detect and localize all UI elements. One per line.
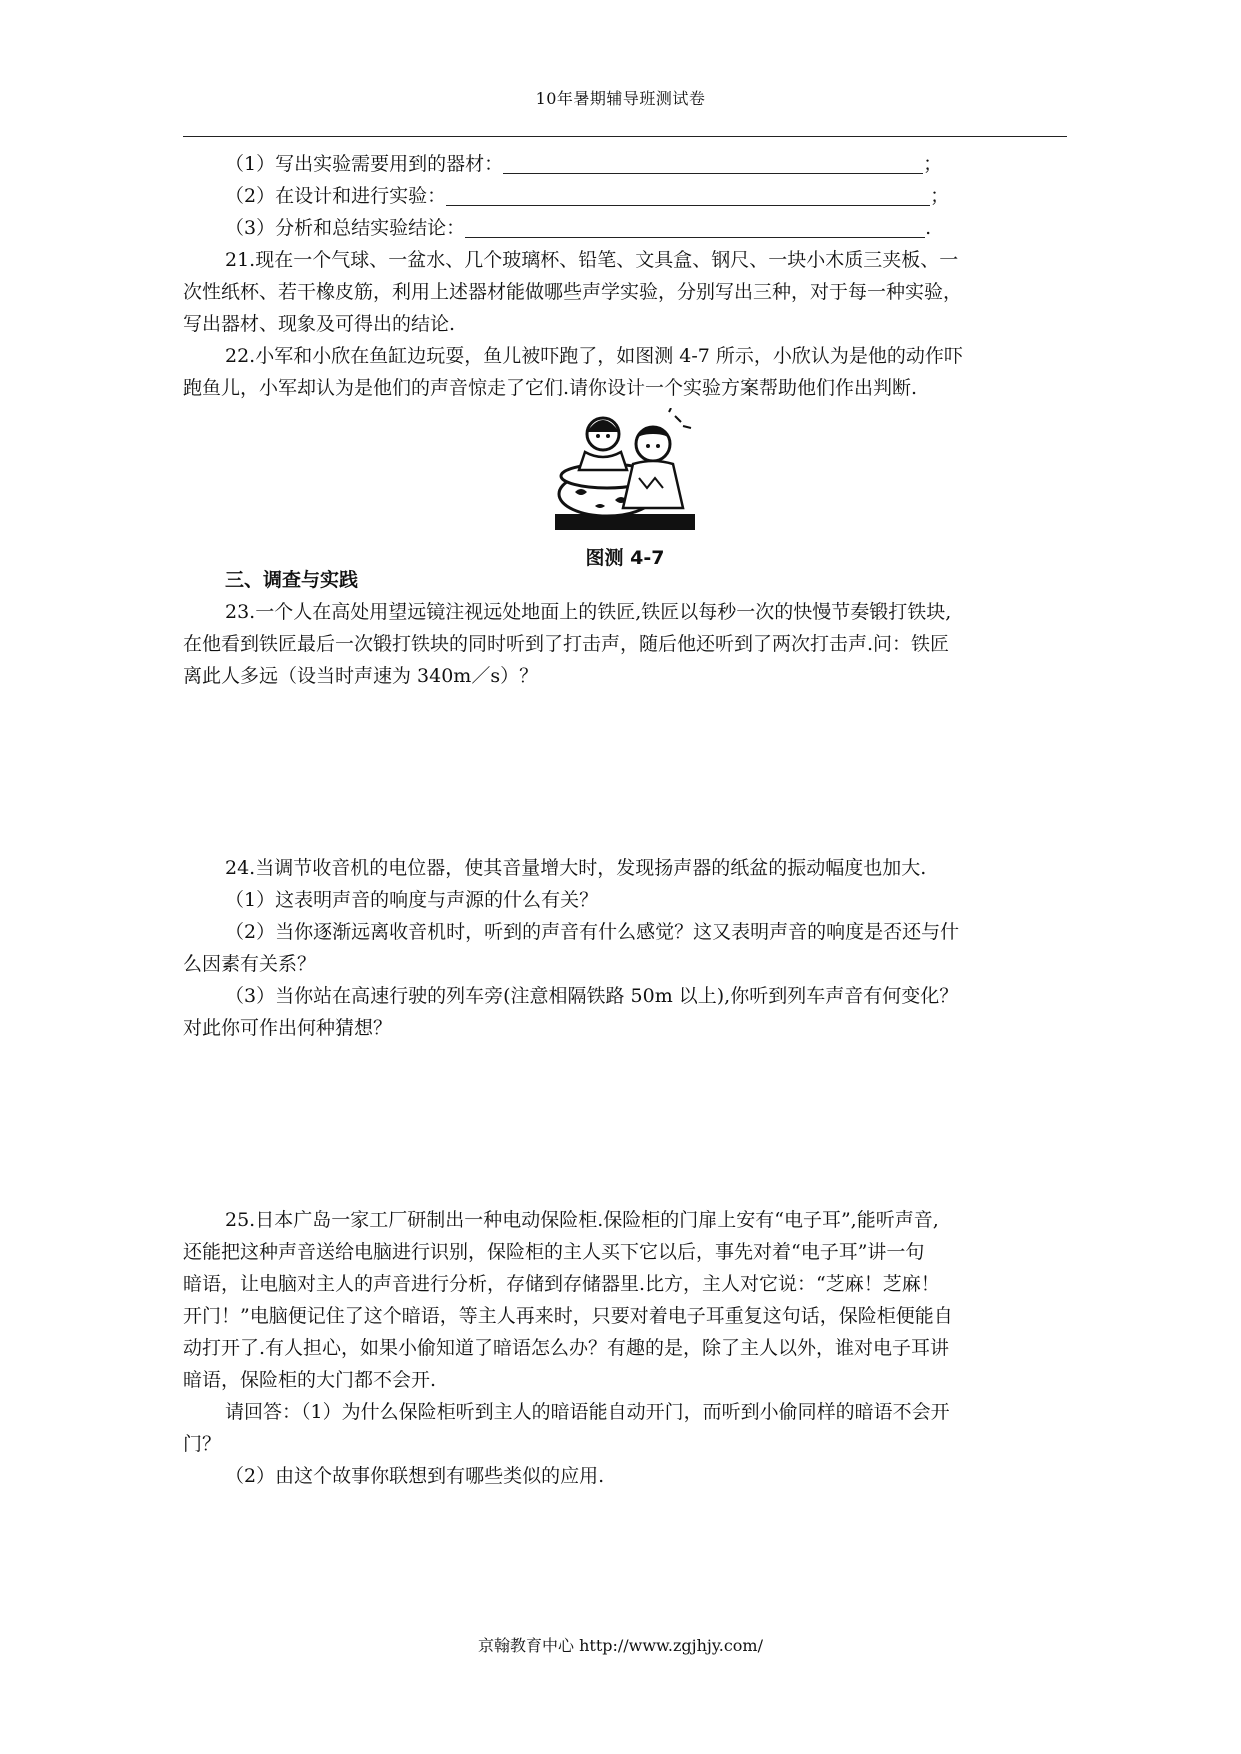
q22-line-2: 跑鱼儿，小军却认为是他们的声音惊走了它们.请你设计一个实验方案帮助他们作出判断. <box>183 377 918 399</box>
q25-line-3: 暗语，让电脑对主人的声音进行分析，存储到存储器里.比方，主人对它说：“芝麻！芝麻！ <box>183 1273 940 1295</box>
page-header: 10年暑期辅导班测试卷 <box>535 89 706 108</box>
q24-line-6: 对此你可作出何种猜想？ <box>183 1017 393 1039</box>
q24-line-1: 24.当调节收音机的电位器，使其音量增大时，发现扬声器的纸盆的振动幅度也加大. <box>225 857 927 879</box>
page-footer: 京翰教育中心 http://www.zgjhjy.com/ <box>478 1636 763 1655</box>
q25-line-8: 门？ <box>183 1433 222 1455</box>
q24-line-5: （3）当你站在高速行驶的列车旁(注意相隔铁路 50m 以上),你听到列车声音有何变化？ <box>225 985 959 1007</box>
q20-item-2-end: ； <box>930 185 950 207</box>
q23-line-2: 在他看到铁匠最后一次锻打铁块的同时听到了打击声，随后他还听到了两次打击声.问：铁匠 <box>183 633 950 655</box>
q25-line-6: 暗语，保险柜的大门都不会开. <box>183 1369 437 1391</box>
fish-tank-illustration <box>555 408 695 536</box>
q25-line-2: 还能把这种声音送给电脑进行识别，保险柜的主人买下它以后，事先对着“电子耳”讲一句 <box>183 1241 925 1263</box>
q21-line-3: 写出器材、现象及可得出的结论. <box>183 313 456 335</box>
q25-line-7: 请回答：（1）为什么保险柜听到主人的暗语能自动开门，而听到小偷同样的暗语不会开 <box>225 1401 950 1423</box>
q22-line-1: 22.小军和小欣在鱼缸边玩耍，鱼儿被吓跑了，如图测 4-7 所示，小欣认为是他的动作吓 <box>225 345 963 367</box>
q25-line-4: 开门！”电脑便记住了这个暗语，等主人再来时，只要对着电子耳重复这句话，保险柜便能自 <box>183 1305 953 1327</box>
q24-answer-space[interactable] <box>183 1044 1067 1204</box>
q21-line-2: 次性纸杯、若干橡皮筋，利用上述器材能做哪些声学实验，分别写出三种，对于每一种实验， <box>183 281 963 303</box>
q20-item-1 <box>183 148 1067 180</box>
q24-line-4: 么因素有关系？ <box>183 953 317 975</box>
q23-line-1: 23.一个人在高处用望远镜注视远处地面上的铁匠,铁匠以每秒一次的快慢节奏锻打铁块, <box>225 601 952 623</box>
q23-line-3: 离此人多远（设当时声速为 340m／s）？ <box>183 665 539 687</box>
section-title: 三、调查与实践 <box>225 569 359 591</box>
q23-answer-space[interactable] <box>183 692 1067 852</box>
document-body <box>183 148 1067 1492</box>
q20-item-1-end: ； <box>923 153 943 175</box>
q24-line-2: （1）这表明声音的响度与声源的什么有关？ <box>225 889 599 911</box>
q20-item-2 <box>183 180 1067 212</box>
q25-line-1: 25.日本广岛一家工厂研制出一种电动保险柜.保险柜的门扉上安有“电子耳”,能听声音, <box>225 1209 939 1231</box>
q24-line-3: （2）当你逐渐远离收音机时，听到的声音有什么感觉？这又表明声音的响度是否还与什 <box>225 921 960 943</box>
q21-line-1: 21.现在一个气球、一盆水、几个玻璃杯、铅笔、文具盒、钢尺、一块小木质三夹板、一 <box>225 249 959 271</box>
q20-item-2-label: （2）在设计和进行实验： <box>225 185 447 207</box>
q25-line-5: 动打开了.有人担心，如果小偷知道了暗语怎么办？有趣的是，除了主人以外，谁对电子耳讲 <box>183 1337 950 1359</box>
q25-line-9: （2）由这个故事你联想到有哪些类似的应用. <box>225 1465 605 1487</box>
figure-fish-tank <box>183 404 1067 569</box>
q20-item-3-label: （3）分析和总结实验结论： <box>225 217 466 239</box>
q20-item-1-label: （1）写出实验需要用到的器材： <box>225 153 504 175</box>
header-divider <box>183 136 1067 137</box>
q20-answer-blank-2[interactable] <box>446 183 930 206</box>
q20-answer-blank-3[interactable] <box>465 215 925 238</box>
q20-item-3-end: . <box>925 217 932 239</box>
figure-caption: 图测 4-7 <box>585 547 665 569</box>
q20-item-3 <box>183 212 1067 244</box>
q20-answer-blank-1[interactable] <box>503 151 923 174</box>
